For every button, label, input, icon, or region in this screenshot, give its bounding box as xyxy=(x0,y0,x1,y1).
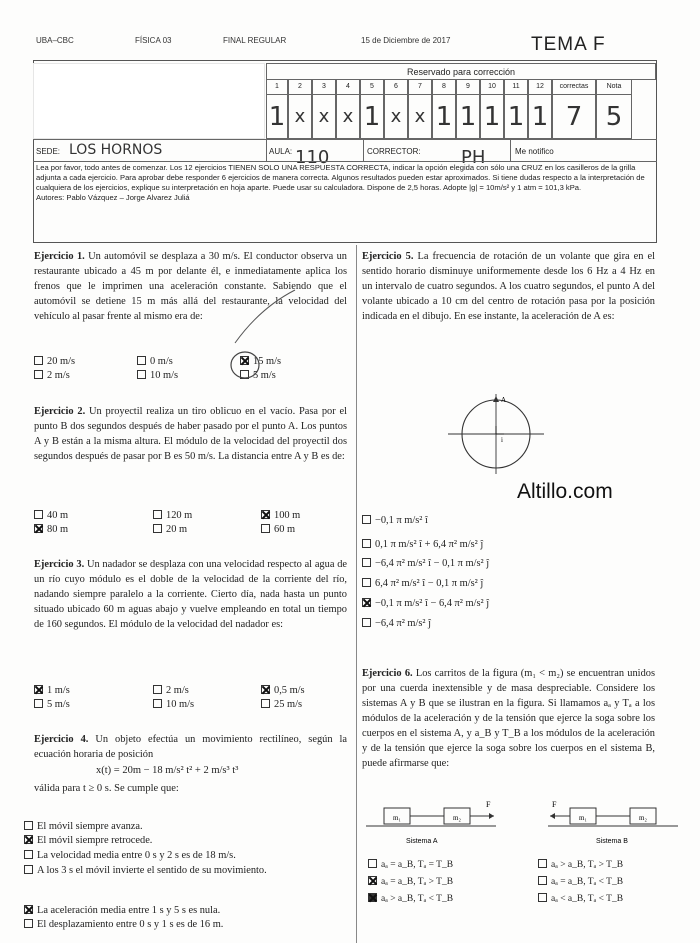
mark-1: 1 xyxy=(266,95,288,139)
instructions-text: Lea por favor, todo antes de comenzar. Los 12 ejercicios TIENEN SOLO UNA RESPUESTA CORRECTA, indicar la opción elegida con sólo una CRUZ en los casilleros de la grilla adjunta a cada ejercicio. Para aprobar debe responder 6 ejercicios de manera correcta. Algunos resultados pueden estar aproximados. Si tiene dudas respecto a la interpretación de cualquiera de los ejercicios, explique su interpretación en hoja aparte. Puede usar su calculadora. Dispone de 2,5 horas. Adopte |g| = 10m/s² y 1 atm = 101,3 kPa. xyxy=(36,163,645,192)
mark-10: 1 xyxy=(480,95,504,139)
ex4-option-6[interactable]: El desplazamiento entre 0 s y 1 s es de 16 m. xyxy=(24,918,223,932)
ex2-option-1[interactable]: 40 m xyxy=(34,509,68,523)
exam-type-label: FINAL REGULAR xyxy=(223,36,287,45)
ex4-option-5[interactable]: La aceleración media entre 1 s y 5 s es nula. xyxy=(24,904,220,918)
checkbox[interactable] xyxy=(538,893,547,902)
watermark: Altillo.com xyxy=(517,480,613,503)
checkbox-checked[interactable] xyxy=(34,524,43,533)
ex2-statement xyxy=(34,404,347,464)
notify-label: Me notifico xyxy=(515,147,554,156)
checkbox[interactable] xyxy=(137,370,146,379)
ex3-option-1[interactable]: 1 m/s xyxy=(34,684,70,698)
ex3-title: Ejercicio 3. xyxy=(34,559,85,570)
checkbox-checked[interactable] xyxy=(362,598,371,607)
ex5-option-3[interactable]: −6,4 π² m/s² î − 0,1 π m/s² ĵ xyxy=(362,557,489,571)
checkbox-checked[interactable] xyxy=(34,685,43,694)
ex6-a-m1: m₁ xyxy=(393,814,401,822)
ex6-option-4[interactable]: aₐ = a_B, Tₐ < T_B xyxy=(538,875,623,889)
ex6-b-m2: m₂ xyxy=(639,814,647,822)
ex6-text: Los carritos de la figura (m₁ < m₂) se encuentran unidos por una cuerda inextensible y de masa despreciable. Considere los sistemas A y B que se ilustran en la figura. Si llamamos aₐ y Tₐ a los módulos de la aceleración y de la tensión que ejerce la soga sobre los cuerpos en el sistema A, y a_B y T_B a los módulos de la aceleración y de la tensión que ejerce la soga sobre los cuerpos en el sistema B, puede afirmarse que: xyxy=(362,668,655,769)
col-12: 12 xyxy=(528,80,552,95)
checkbox-checked[interactable] xyxy=(24,835,33,844)
ex4-option-3[interactable]: La velocidad media entre 0 s y 2 s es de 18 m/s. xyxy=(24,849,236,863)
mark-7: x xyxy=(408,95,432,139)
sede-value: LOS HORNOS xyxy=(69,142,163,158)
ex1-option-4[interactable]: 2 m/s xyxy=(34,369,70,383)
corrector-value: PH xyxy=(461,147,486,168)
mark-nota: 5 xyxy=(596,95,632,139)
ex1-option-5[interactable]: 10 m/s xyxy=(137,369,178,383)
mark-9: 1 xyxy=(456,95,480,139)
authors: Autores: Pablo Vázquez – Jorge Alvarez Juliá xyxy=(36,193,190,202)
checkbox[interactable] xyxy=(24,865,33,874)
aula-label: AULA: xyxy=(269,147,293,156)
checkbox[interactable] xyxy=(538,876,547,885)
ex6-b-force: F xyxy=(552,800,557,809)
checkbox[interactable] xyxy=(34,699,43,708)
ex3-statement xyxy=(34,557,347,632)
ex2-option-5[interactable]: 20 m xyxy=(153,523,187,537)
ex2-option-3[interactable]: 100 m xyxy=(261,509,300,523)
ex2-option-6[interactable]: 60 m xyxy=(261,523,295,537)
checkbox[interactable] xyxy=(34,510,43,519)
ex2-title: Ejercicio 2. xyxy=(34,406,86,417)
ex1-option-1[interactable]: 20 m/s xyxy=(34,355,75,369)
mark-4: x xyxy=(336,95,360,139)
ex4-option-1[interactable]: El móvil siempre avanza. xyxy=(24,820,143,834)
ex2-option-4[interactable]: 80 m xyxy=(34,523,68,537)
hand-scribble xyxy=(230,288,300,348)
ex6-system-b-diagram xyxy=(548,797,688,849)
ex4-validity: válida para t ≥ 0 s. Se cumple que: xyxy=(34,783,179,794)
mark-3: x xyxy=(312,95,336,139)
checkbox[interactable] xyxy=(362,578,371,587)
ex2-option-2[interactable]: 120 m xyxy=(153,509,192,523)
ex1-title: Ejercicio 1. xyxy=(34,251,85,262)
checkbox[interactable] xyxy=(261,699,270,708)
redacted-name-area xyxy=(33,63,265,139)
checkbox-checked[interactable] xyxy=(261,510,270,519)
checkbox[interactable] xyxy=(368,859,377,868)
ex3-option-4[interactable]: 5 m/s xyxy=(34,698,70,712)
ex3-option-2[interactable]: 2 m/s xyxy=(153,684,189,698)
sede-label: SEDE: xyxy=(36,147,61,156)
col-1: 1 xyxy=(266,80,288,95)
checkbox[interactable] xyxy=(34,370,43,379)
ex1-option-6[interactable]: 5 m/s xyxy=(240,369,276,383)
ex6-sys-b-label: Sistema B xyxy=(596,838,628,845)
ex4-option-2[interactable]: El móvil siempre retrocede. xyxy=(24,834,152,848)
ex6-option-2[interactable]: aₐ > a_B, Tₐ > T_B xyxy=(538,858,623,872)
checkbox[interactable] xyxy=(34,356,43,365)
col-10: 10 xyxy=(480,80,504,95)
col-4: 4 xyxy=(336,80,360,95)
checkbox[interactable] xyxy=(538,859,547,868)
ex3-option-5[interactable]: 10 m/s xyxy=(153,698,194,712)
ex4-statement xyxy=(34,732,347,762)
col-correctas: correctas xyxy=(552,80,596,95)
reserved-label: Reservado para corrección xyxy=(266,63,656,80)
ex5-text: La frecuencia de rotación de un volante que gira en el sentido horario disminuye uniformemente desde los 6 Hz a 4 Hz en un intervalo de cuatro segundos. A los cuatro segundos, el punto A del volante ubicado a 10 cm del centro de rotación pasa por la posición indicada en el dibujo. En ese instante, la aceleración de A es: xyxy=(362,251,655,322)
col-2: 2 xyxy=(288,80,312,95)
grading-marks xyxy=(266,95,656,139)
ex1-statement xyxy=(34,249,347,324)
mark-12: 1 xyxy=(528,95,552,139)
ex3-text: Un nadador se desplaza con una velocidad respecto al agua de un río cuyo módulo es el doble de la velocidad de la corriente del río, nadando siempre paralelo a la corriente. Cierto día, nada hasta un punto situado ubicado 60 m aguas abajo y vuelve empleando en total un tiempo de 160 segundos. El módulo de la velocidad del nadador es: xyxy=(34,559,347,630)
subject-label: FÍSICA 03 xyxy=(135,36,172,45)
checkbox[interactable] xyxy=(153,524,162,533)
aula-value: 110 xyxy=(295,147,330,168)
ex5-unit-i-label: i xyxy=(501,436,503,444)
ex1-option-3[interactable]: 15 m/s xyxy=(240,355,281,369)
ex5-point-a-label: A xyxy=(501,396,507,404)
ex6-option-3[interactable]: aₐ = a_B, Tₐ > T_B xyxy=(368,875,453,889)
ex1-text: Un automóvil se desplaza a 30 m/s. El conductor observa un restaurante ubicado a 45 m por delante él, e inmediatamente aplica los frenos que le imprimen una aceleración constante. Sabiendo que el automóvil se detiene 15 m más allá del restaurante, la velocidad del vehículo al pasar frente al mismo era de: xyxy=(34,251,347,322)
ex6-sys-a-label: Sistema A xyxy=(406,838,438,845)
ex6-a-m2: m₂ xyxy=(453,814,461,822)
column-divider xyxy=(356,245,357,943)
checkbox[interactable] xyxy=(153,685,162,694)
ex6-option-1[interactable]: aₐ = a_B, Tₐ = T_B xyxy=(368,858,453,872)
ex4-equation: x(t) = 20m − 18 m/s² t² + 2 m/s³ t³ xyxy=(96,765,239,776)
ex5-option-5[interactable]: −0,1 π m/s² î − 6,4 π² m/s² ĵ xyxy=(362,597,489,611)
ex5-statement xyxy=(362,249,655,324)
mark-2: x xyxy=(288,95,312,139)
mark-8: 1 xyxy=(432,95,456,139)
ex5-wheel-diagram xyxy=(446,392,546,477)
ex3-option-3[interactable]: 0,5 m/s xyxy=(261,684,305,698)
meta-row xyxy=(33,139,657,168)
checkbox[interactable] xyxy=(153,699,162,708)
checkbox[interactable] xyxy=(362,558,371,567)
col-6: 6 xyxy=(384,80,408,95)
mark-5: 1 xyxy=(360,95,384,139)
ex6-option-6[interactable]: aₐ < a_B, Tₐ < T_B xyxy=(538,892,623,906)
exam-date: 15 de Diciembre de 2017 xyxy=(361,36,451,45)
checkbox-checked[interactable] xyxy=(368,876,377,885)
ex4-text: Un objeto efectúa un movimiento rectilíneo, según la ecuación horaria de posición xyxy=(34,734,347,760)
col-11: 11 xyxy=(504,80,528,95)
hand-circle-mark xyxy=(228,348,262,382)
tema-label: TEMA F xyxy=(531,34,606,55)
ex5-option-4[interactable]: 6,4 π² m/s² î − 0,1 π m/s² ĵ xyxy=(362,577,483,591)
ex6-title: Ejercicio 6. xyxy=(362,668,413,679)
ex5-option-6[interactable]: −6,4 π² m/s² ĵ xyxy=(362,617,431,631)
ex4-title: Ejercicio 4. xyxy=(34,734,89,745)
ex5-title: Ejercicio 5. xyxy=(362,251,414,262)
checkbox[interactable] xyxy=(24,919,33,928)
ex6-a-force: F xyxy=(486,800,491,809)
checkbox[interactable] xyxy=(261,524,270,533)
checkbox[interactable] xyxy=(362,539,371,548)
ex2-text: Un proyectil realiza un tiro oblicuo en el vacío. Pasa por el punto B dos segundos después de haber pasado por el punto A. Los puntos A y B están a la misma altura. El módulo de la velocidad del proyectil dos segundos después de pasar por B es 50 m/s. La distancia entre A y B es de: xyxy=(34,406,347,462)
ex1-option-2[interactable]: 0 m/s xyxy=(137,355,173,369)
mark-11: 1 xyxy=(504,95,528,139)
col-3: 3 xyxy=(312,80,336,95)
corrector-label: CORRECTOR: xyxy=(367,147,421,156)
checkbox-checked[interactable] xyxy=(261,685,270,694)
checkbox[interactable] xyxy=(362,618,371,627)
checkbox[interactable] xyxy=(153,510,162,519)
checkbox[interactable] xyxy=(362,515,371,524)
checkbox[interactable] xyxy=(24,821,33,830)
grading-columns xyxy=(266,80,656,95)
ex5-option-1[interactable]: −0,1 π m/s² î xyxy=(362,514,428,528)
col-8: 8 xyxy=(432,80,456,95)
col-9: 9 xyxy=(456,80,480,95)
col-5: 5 xyxy=(360,80,384,95)
ex4-option-4[interactable]: A los 3 s el móvil invierte el sentido de su movimiento. xyxy=(24,864,304,878)
instructions xyxy=(36,163,654,203)
checkbox-checked[interactable] xyxy=(24,905,33,914)
mark-6: x xyxy=(384,95,408,139)
ex6-b-m1: m₁ xyxy=(579,814,587,822)
ex5-option-2[interactable]: 0,1 π m/s² î + 6,4 π² m/s² ĵ xyxy=(362,538,483,552)
ex6-statement xyxy=(362,666,655,771)
ex3-option-6[interactable]: 25 m/s xyxy=(261,698,302,712)
university-label: UBA–CBC xyxy=(36,36,74,45)
ex6-system-a-diagram xyxy=(366,797,506,849)
ex6-option-5[interactable]: aₐ > a_B, Tₐ < T_B xyxy=(368,892,453,906)
checkbox[interactable] xyxy=(137,356,146,365)
col-nota: Nota xyxy=(596,80,632,95)
mark-correctas: 7 xyxy=(552,95,596,139)
col-7: 7 xyxy=(408,80,432,95)
checkbox[interactable] xyxy=(24,850,33,859)
checkbox-checked[interactable] xyxy=(368,893,377,902)
